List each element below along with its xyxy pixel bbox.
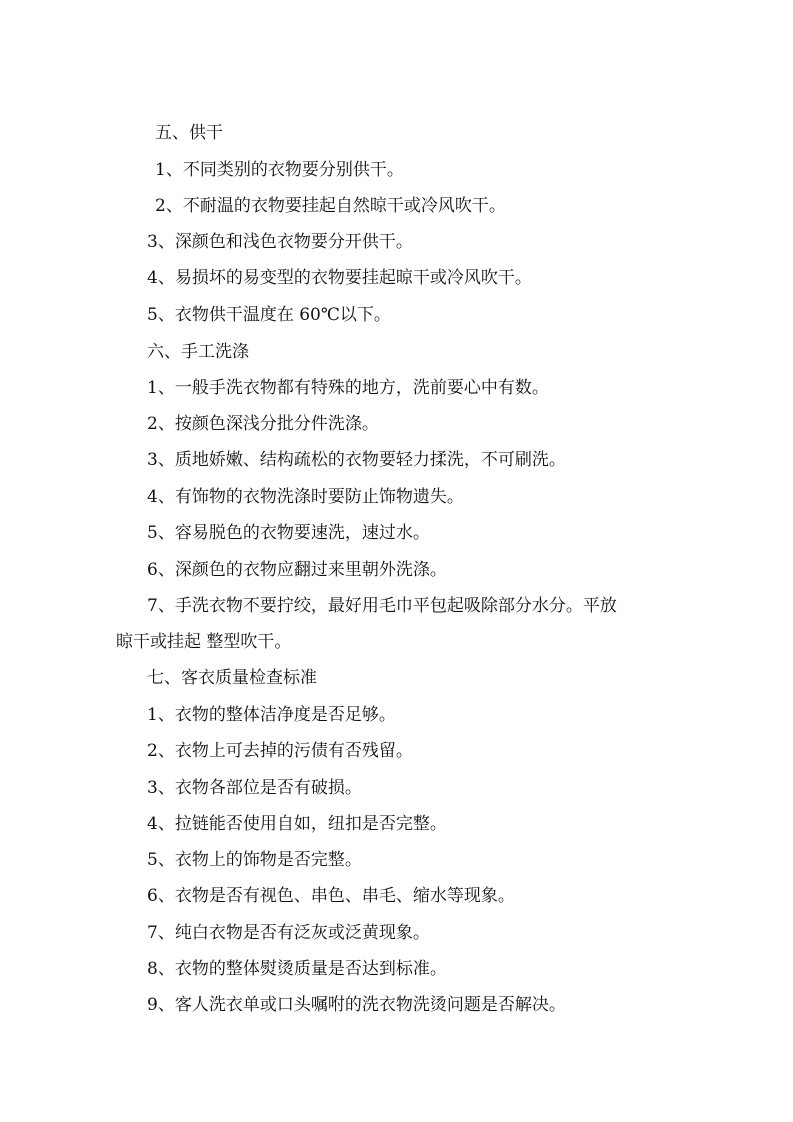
hand-washing-item-6: 6、深颜色的衣物应翻过来里朝外洗涤。 xyxy=(147,560,447,580)
hand-washing-item-3: 3、质地娇嫩、结构疏松的衣物要轻力揉洗，不可刷洗。 xyxy=(147,450,566,470)
quality-check-item-2: 2、衣物上可去掉的污债有否残留。 xyxy=(147,741,413,761)
quality-check-item-5: 5、衣物上的饰物是否完整。 xyxy=(147,850,362,870)
quality-check-item-7: 7、纯白衣物是否有泛灰或泛黄现象。 xyxy=(147,923,430,943)
hand-washing-item-4: 4、有饰物的衣物洗涤时要防止饰物遗失。 xyxy=(147,487,464,507)
hand-washing-item-7-continued: 晾干或挂起 整型吹干。 xyxy=(116,632,292,652)
hand-washing-item-2: 2、按颜色深浅分批分件洗涤。 xyxy=(147,414,379,434)
drying-item-4: 4、易损坏的易变型的衣物要挂起晾干或冷风吹干。 xyxy=(147,268,532,288)
section-heading-hand-washing: 六、手工洗涤 xyxy=(147,342,249,362)
quality-check-item-1: 1、衣物的整体洁净度是否足够。 xyxy=(147,705,396,725)
drying-item-2: 2、不耐温的衣物要挂起自然晾干或冷风吹干。 xyxy=(155,196,506,216)
section-heading-drying: 五、供干 xyxy=(155,123,223,143)
quality-check-item-8: 8、衣物的整体熨烫质量是否达到标准。 xyxy=(147,959,447,979)
drying-item-3: 3、深颜色和浅色衣物要分开供干。 xyxy=(147,232,413,252)
quality-check-item-4: 4、拉链能否使用自如，纽扣是否完整。 xyxy=(147,814,447,834)
section-heading-quality-check: 七、客衣质量检查标准 xyxy=(147,668,317,688)
quality-check-item-3: 3、衣物各部位是否有破损。 xyxy=(147,778,362,798)
hand-washing-item-1: 1、一般手洗衣物都有特殊的地方，洗前要心中有数。 xyxy=(147,378,549,398)
hand-washing-item-7: 7、手洗衣物不要拧绞，最好用毛巾平包起吸除部分水分。平放 xyxy=(147,596,617,616)
quality-check-item-9: 9、客人洗衣单或口头嘱咐的洗衣物洗烫问题是否解决。 xyxy=(147,995,566,1015)
drying-item-5: 5、衣物供干温度在 60℃以下。 xyxy=(147,305,391,325)
drying-item-1: 1、不同类别的衣物要分别供干。 xyxy=(155,160,404,180)
quality-check-item-6: 6、衣物是否有视色、串色、串毛、缩水等现象。 xyxy=(147,886,515,906)
hand-washing-item-5: 5、容易脱色的衣物要速洗，速过水。 xyxy=(147,523,430,543)
